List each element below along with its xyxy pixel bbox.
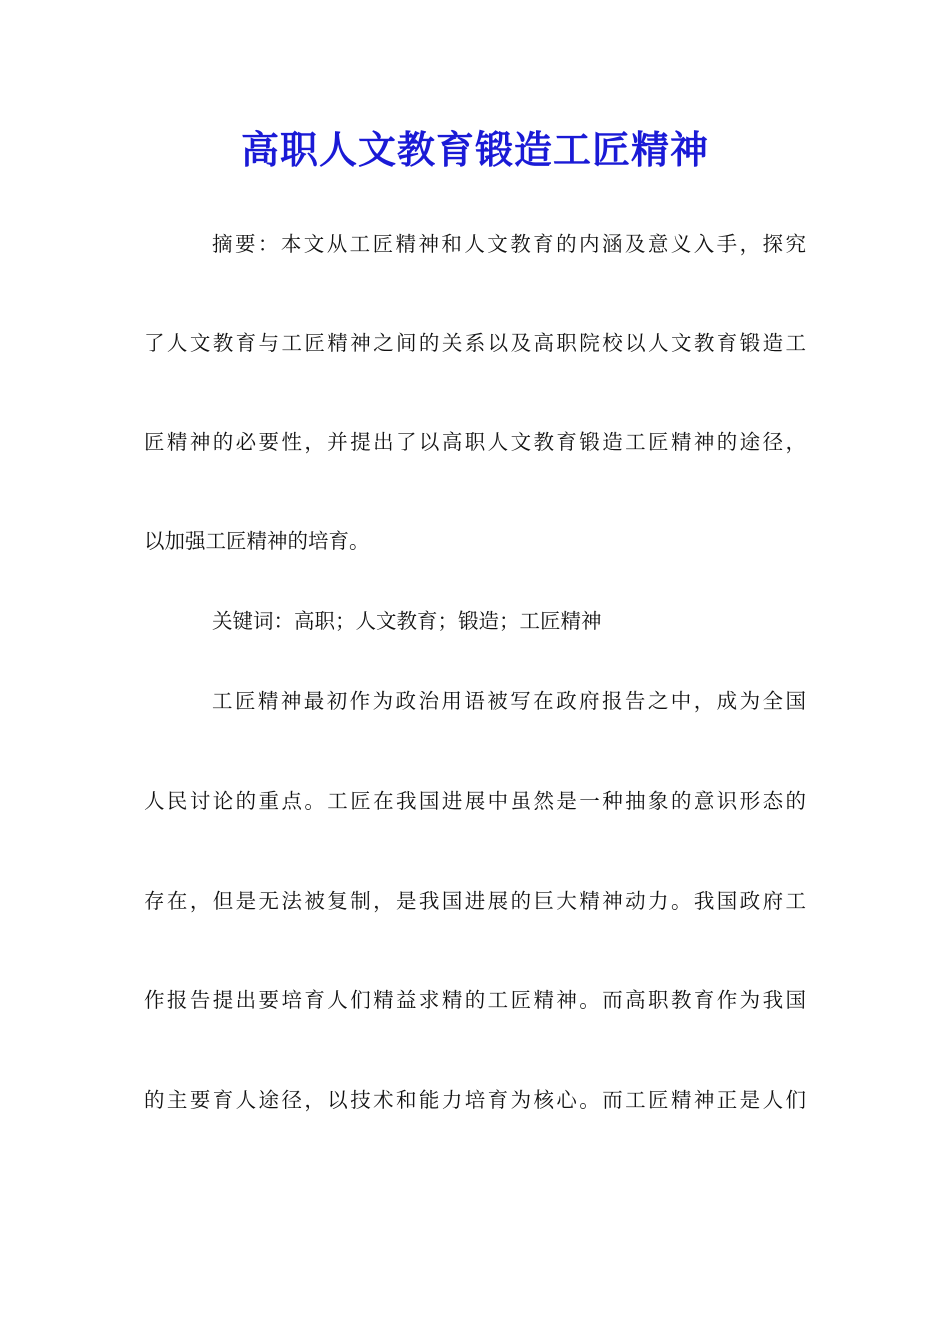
document-title: 高职人文教育锻造工匠精神 bbox=[240, 127, 709, 172]
abstract-line-3: 匠精神的必要性，并提出了以高职人文教育锻造工匠精神的途径， bbox=[144, 430, 806, 454]
abstract-line-4: 以加强工匠精神的培育。 bbox=[144, 529, 370, 553]
body-line-4: 作报告提出要培育人们精益求精的工匠精神。而高职教育作为我国 bbox=[144, 988, 806, 1012]
body-line-3: 存在，但是无法被复制，是我国进展的巨大精神动力。我国政府工 bbox=[144, 889, 806, 913]
body-line-2: 人民讨论的重点。工匠在我国进展中虽然是一种抽象的意识形态的 bbox=[144, 789, 806, 813]
keywords-line: 关键词：高职；人文教育；锻造；工匠精神 bbox=[212, 609, 602, 633]
body-line-1: 工匠精神最初作为政治用语被写在政府报告之中，成为全国 bbox=[212, 689, 806, 713]
abstract-line-1: 摘要：本文从工匠精神和人文教育的内涵及意义入手，探究 bbox=[212, 232, 806, 256]
abstract-line-2: 了人文教育与工匠精神之间的关系以及高职院校以人文教育锻造工 bbox=[144, 331, 806, 355]
body-line-5: 的主要育人途径，以技术和能力培育为核心。而工匠精神正是人们 bbox=[144, 1088, 806, 1112]
